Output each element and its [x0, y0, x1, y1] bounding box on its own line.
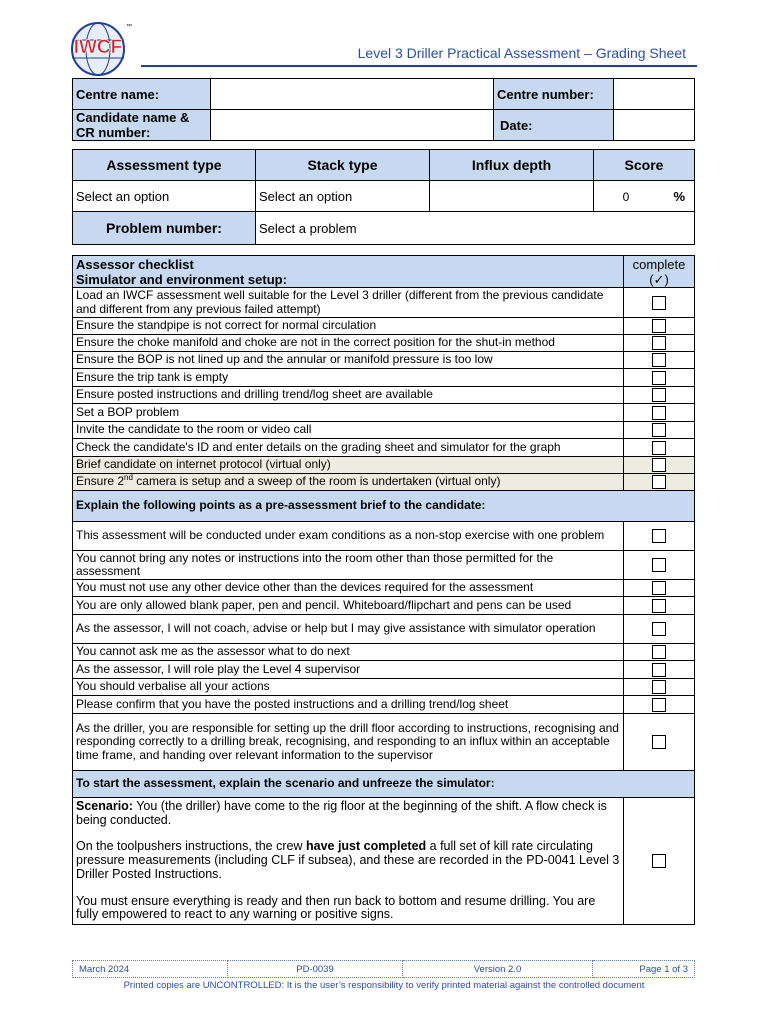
footer-date: March 2024	[73, 961, 228, 978]
checkbox[interactable]	[652, 558, 666, 572]
brief-item: Please confirm that you have the posted instructions and a drilling trend/log sheet	[73, 696, 624, 714]
problem-number-select[interactable]: Select a problem	[256, 212, 695, 245]
checklist-title-line1: Assessor checklist	[76, 256, 194, 272]
checkbox[interactable]	[652, 581, 666, 595]
complete-header	[624, 256, 695, 288]
checkbox[interactable]	[652, 388, 666, 402]
header-rule	[141, 65, 697, 67]
setup-item: Invite the candidate to the room or video call	[73, 422, 624, 439]
score-cell	[594, 181, 695, 212]
checkbox[interactable]	[652, 423, 666, 437]
checkbox[interactable]	[652, 854, 666, 868]
brief-item: This assessment will be conducted under exam conditions as a non-stop exercise with one problem	[73, 522, 624, 551]
document-title: Level 3 Driller Practical Assessment – Grading Sheet	[357, 45, 686, 61]
brief-item: You should verbalise all your actions	[73, 679, 624, 696]
checklist-title	[73, 256, 624, 288]
scenario-paragraph-2: On the toolpushers instructions, the crew have just completed a full set of kill rate circulating pressure measurements (including CLF if subsea), and these are recorded in the PD-0041 Level 3 Driller Posted Instructions.	[76, 839, 620, 881]
checkbox[interactable]	[652, 319, 666, 333]
brief-item: You are only allowed blank paper, pen and pencil. Whiteboard/flipchart and pens can be used	[73, 597, 624, 615]
checkbox[interactable]	[652, 698, 666, 712]
checkbox[interactable]	[652, 406, 666, 420]
footer	[72, 960, 694, 978]
complete-label: complete	[632, 256, 686, 272]
footer-version: Version 2.0	[403, 961, 593, 978]
brief-section-header: Explain the following points as a pre-assessment brief to the candidate:	[73, 491, 695, 522]
candidate-label: Candidate name & CR number:	[73, 110, 211, 141]
logo-text: IWCF	[73, 37, 123, 58]
checkbox[interactable]	[652, 296, 666, 310]
setup-item: Set a BOP problem	[73, 404, 624, 422]
centre-number-field[interactable]	[614, 79, 695, 110]
setup-item-virtual: Ensure 2nd camera is setup and a sweep of the room is undertaken (virtual only)	[73, 474, 624, 491]
score-unit: %	[673, 188, 685, 204]
checkbox[interactable]	[652, 475, 666, 489]
brief-item: As the assessor, I will role play the Level 4 supervisor	[73, 661, 624, 679]
trademark-mark: ™	[126, 24, 132, 30]
influx-depth-field[interactable]	[430, 181, 594, 212]
brief-item: As the assessor, I will not coach, advise or help but I may give assistance with simulator operation	[73, 615, 624, 644]
scenario-cell	[73, 798, 624, 925]
scenario-paragraph-3: You must ensure everything is ready and then run back to bottom and resume drilling. You are fully empowered to react to any warning or positive signs.	[76, 893, 596, 922]
stack-type-select[interactable]: Select an option	[256, 181, 430, 212]
setup-item: Ensure posted instructions and drilling trend/log sheet are available	[73, 387, 624, 404]
checklist-title-line2: Simulator and environment setup:	[76, 271, 287, 287]
assessment-table	[72, 149, 695, 245]
brief-item: As the driller, you are responsible for setting up the drill floor according to instructions, recognising and responding correctly to a drilling break, recognising, and responding to an influx within an acceptable time frame, and handing over relevant information to the supervisor	[73, 714, 624, 771]
checkbox[interactable]	[652, 529, 666, 543]
checkbox[interactable]	[652, 735, 666, 749]
checkbox[interactable]	[652, 441, 666, 455]
centre-name-field[interactable]	[211, 79, 494, 110]
checkbox[interactable]	[652, 371, 666, 385]
footer-doc-id: PD-0039	[228, 961, 403, 978]
checkbox[interactable]	[652, 336, 666, 350]
assessment-type-select[interactable]: Select an option	[73, 181, 256, 212]
influx-depth-header: Influx depth	[430, 150, 594, 181]
checkbox[interactable]	[652, 645, 666, 659]
problem-number-label: Problem number:	[73, 212, 256, 245]
brief-item: You must not use any other device other than the devices required for the assessment	[73, 580, 624, 597]
assessor-checklist-table	[72, 255, 695, 925]
setup-item: Check the candidate's ID and enter details on the grading sheet and simulator for the graph	[73, 439, 624, 457]
assessment-type-header: Assessment type	[73, 150, 256, 181]
score-value: 0	[622, 189, 630, 204]
footer-page: Page 1 of 3	[593, 961, 695, 978]
setup-item: Ensure the choke manifold and choke are not in the correct position for the shut-in method	[73, 335, 624, 352]
uncontrolled-notice: Printed copies are UNCONTROLLED: It is the user’s responsibility to verify printed material against the controlled document	[123, 980, 645, 991]
setup-item: Ensure the standpipe is not correct for normal circulation	[73, 318, 624, 335]
start-section-header: To start the assessment, explain the scenario and unfreeze the simulator:	[73, 771, 695, 798]
scenario-paragraph-1: Scenario: You (the driller) have come to the rig floor at the beginning of the shift. A flow check is being conducted.	[76, 798, 607, 827]
date-label: Date:	[494, 110, 614, 141]
centre-number-label: Centre number:	[494, 79, 614, 110]
setup-item: Ensure the BOP is not lined up and the annular or manifold pressure is too low	[73, 352, 624, 369]
checkbox[interactable]	[652, 622, 666, 636]
score-header: Score	[594, 150, 695, 181]
candidate-field[interactable]	[211, 110, 494, 141]
checkbox[interactable]	[652, 599, 666, 613]
date-field[interactable]	[614, 110, 695, 141]
stack-type-header: Stack type	[256, 150, 430, 181]
setup-item: Load an IWCF assessment well suitable for the Level 3 driller (different from the previous candidate and different from any previous failed attempt)	[73, 288, 624, 318]
checkbox[interactable]	[652, 353, 666, 367]
brief-item: You cannot bring any notes or instructions into the room other than those permitted for the assessment	[73, 551, 624, 580]
checkbox[interactable]	[652, 458, 666, 472]
brief-item: You cannot ask me as the assessor what to do next	[73, 644, 624, 661]
checkbox[interactable]	[652, 680, 666, 694]
iwcf-logo	[64, 20, 138, 78]
setup-item: Ensure the trip tank is empty	[73, 369, 624, 387]
checkbox[interactable]	[652, 663, 666, 677]
candidate-details-table	[72, 78, 695, 141]
centre-name-label: Centre name:	[73, 79, 211, 110]
complete-mark: (✓)	[649, 271, 669, 287]
setup-item-virtual: Brief candidate on internet protocol (virtual only)	[73, 457, 624, 474]
